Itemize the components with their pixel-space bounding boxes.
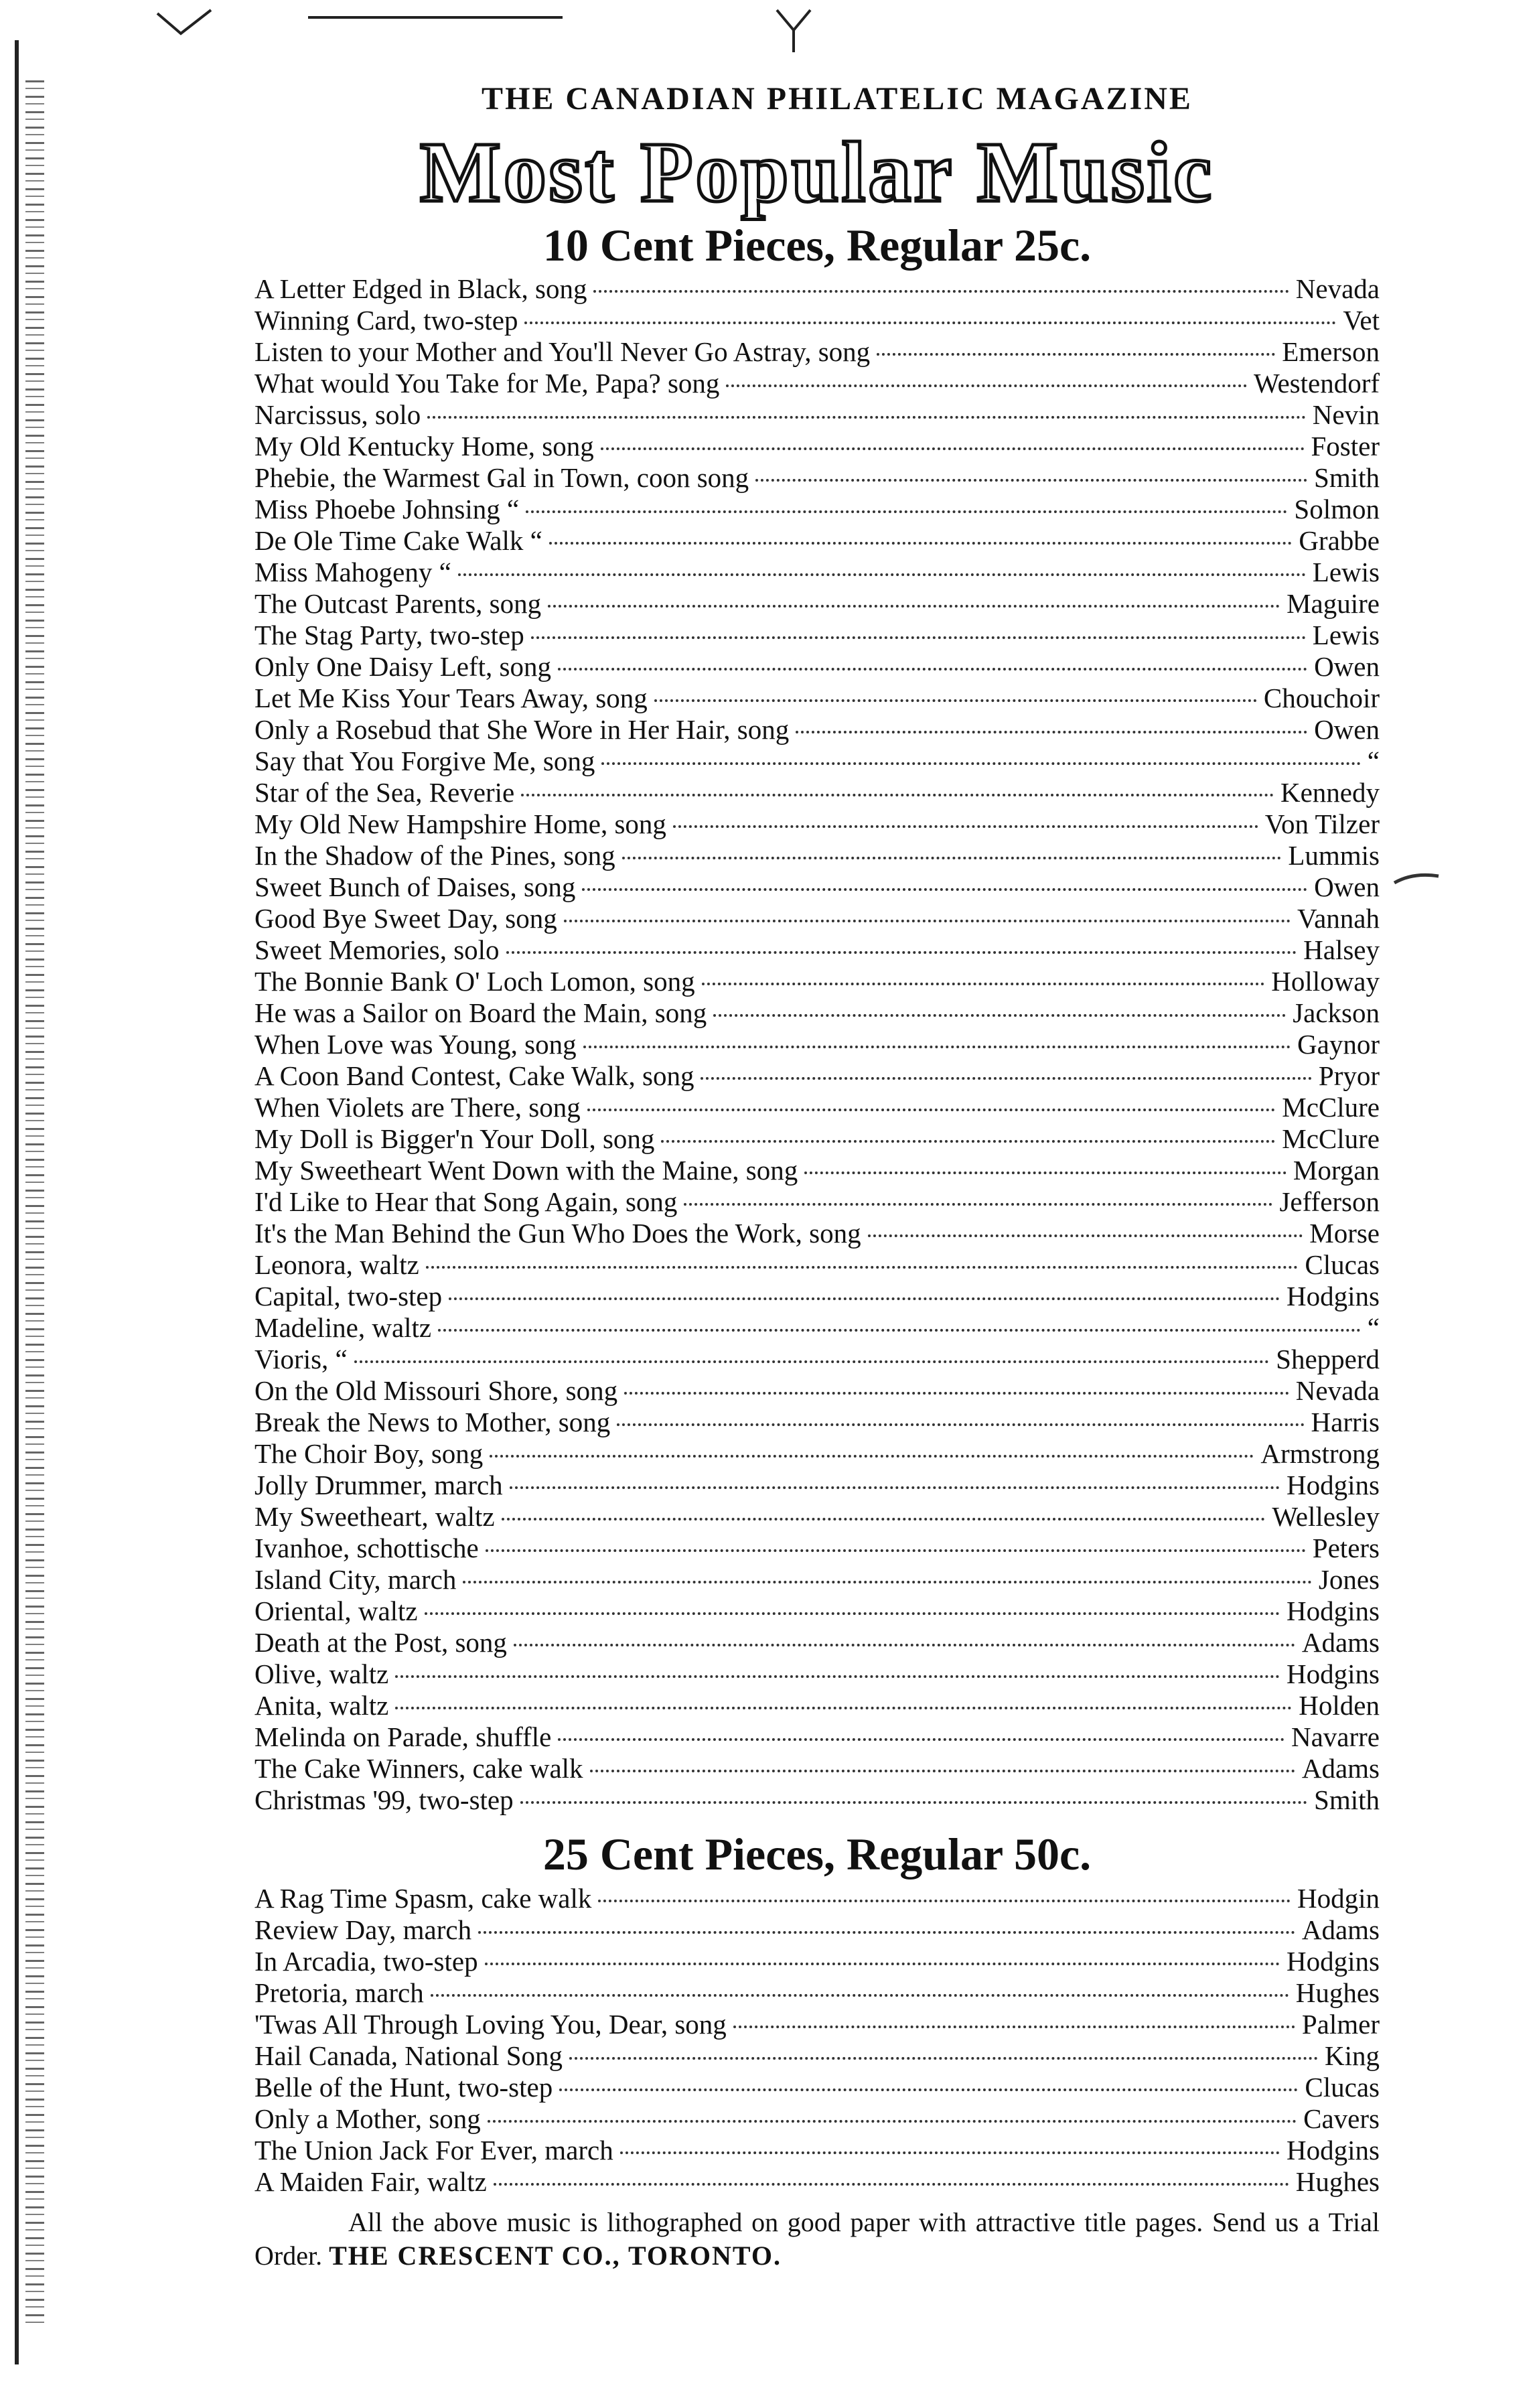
song-title: The Bonnie Bank O' Loch Lomon, song — [254, 966, 695, 997]
list-item — [254, 368, 1380, 399]
list-item — [254, 683, 1380, 714]
song-title: Star of the Sea, Reverie — [254, 777, 515, 808]
list-item — [254, 1784, 1380, 1816]
border-rule — [15, 40, 19, 2364]
composer-name: Clucas — [1305, 2071, 1380, 2103]
composer-name: Adams — [1301, 1627, 1380, 1658]
composer-name: Foster — [1311, 431, 1380, 462]
composer-name: Holden — [1299, 1690, 1380, 1721]
dot-leader — [425, 1612, 1280, 1615]
song-title: On the Old Missouri Shore, song — [254, 1375, 618, 1407]
song-title: In the Shadow of the Pines, song — [254, 840, 615, 871]
composer-name: Von Tilzer — [1264, 808, 1380, 840]
list-item — [254, 305, 1380, 336]
song-title: The Cake Winners, cake walk — [254, 1753, 583, 1784]
dot-leader — [520, 1801, 1307, 1804]
song-title: Vioris, “ — [254, 1344, 348, 1375]
song-title: Island City, march — [254, 1564, 457, 1596]
composer-name: Chouchoir — [1263, 683, 1380, 714]
list-item — [254, 1721, 1380, 1753]
composer-name: Westendorf — [1254, 368, 1380, 399]
top-left-mark — [154, 7, 214, 40]
dot-leader — [486, 1549, 1306, 1552]
composer-name: Hodgins — [1287, 1470, 1380, 1501]
song-title: The Choir Boy, song — [254, 1438, 484, 1470]
composer-name: Navarre — [1291, 1721, 1380, 1753]
song-title: It's the Man Behind the Gun Who Does the Work, song — [254, 1218, 861, 1249]
top-marks — [154, 7, 958, 60]
list-item — [254, 1753, 1380, 1784]
song-title: Jolly Drummer, march — [254, 1470, 503, 1501]
composer-name: Vet — [1343, 305, 1380, 336]
left-page-border — [0, 0, 64, 2408]
composer-name: Adams — [1301, 1914, 1380, 1945]
composer-name: Owen — [1314, 714, 1380, 746]
list-item — [254, 2135, 1380, 2166]
composer-name: Hughes — [1295, 2166, 1380, 2197]
list-item — [254, 934, 1380, 966]
composer-name: Hodgins — [1287, 1281, 1380, 1312]
dot-leader — [593, 290, 1289, 293]
dot-leader — [490, 1455, 1254, 1458]
dot-leader — [488, 2120, 1297, 2123]
dot-leader — [673, 825, 1258, 828]
dot-leader — [622, 857, 1282, 859]
dot-leader — [463, 1581, 1312, 1583]
composer-name: Owen — [1314, 651, 1380, 683]
dot-leader — [426, 1266, 1299, 1269]
composer-name: Hodgins — [1287, 1945, 1380, 1977]
music-list-25-cent — [254, 1883, 1380, 2198]
dot-leader — [684, 1203, 1272, 1206]
composer-name: Nevada — [1295, 273, 1380, 305]
composer-name: Wellesley — [1272, 1501, 1380, 1533]
composer-name: Adams — [1301, 1753, 1380, 1784]
dot-leader — [733, 2026, 1295, 2028]
list-item — [254, 620, 1380, 651]
song-title: A Maiden Fair, waltz — [254, 2166, 487, 2197]
composer-name: Jackson — [1293, 997, 1380, 1029]
dot-leader — [458, 573, 1306, 576]
song-title: Only One Daisy Left, song — [254, 651, 551, 683]
song-title: De Ole Time Cake Walk “ — [254, 525, 542, 557]
dot-leader — [485, 1963, 1280, 1965]
song-title: Review Day, march — [254, 1914, 472, 1945]
composer-name: Hodgin — [1297, 1882, 1380, 1914]
composer-name: Smith — [1314, 462, 1380, 494]
song-title: The Stag Party, two-step — [254, 620, 524, 651]
song-title: Phebie, the Warmest Gal in Town, coon song — [254, 462, 749, 494]
border-speckle — [25, 80, 44, 2324]
song-title: Death at the Post, song — [254, 1627, 507, 1658]
list-item — [254, 1438, 1380, 1470]
list-item — [254, 746, 1380, 777]
section-heading-25-cent: 25 Cent Pieces, Regular 50c. — [542, 1829, 1092, 1880]
song-title: Narcissus, solo — [254, 399, 421, 431]
dot-leader — [702, 983, 1265, 985]
dot-leader — [354, 1360, 1269, 1363]
song-title: My Old New Hampshire Home, song — [254, 808, 666, 840]
song-title: Pretoria, march — [254, 1977, 424, 2008]
main-title: Most Popular Music — [419, 125, 1215, 220]
top-right-mark — [770, 7, 817, 54]
list-item — [254, 871, 1380, 903]
composer-name: “ — [1367, 746, 1380, 777]
list-item — [254, 1564, 1380, 1596]
song-title: Belle of the Hunt, two-step — [254, 2071, 553, 2103]
list-item — [254, 462, 1380, 494]
song-title: Anita, waltz — [254, 1690, 389, 1721]
song-title: Only a Rosebud that She Wore in Her Hair, song — [254, 714, 790, 746]
composer-name: Vannah — [1297, 903, 1380, 934]
list-item — [254, 840, 1380, 871]
composer-name: Kennedy — [1280, 777, 1380, 808]
footer-note — [254, 2206, 1380, 2273]
song-title: My Doll is Bigger'n Your Doll, song — [254, 1123, 655, 1155]
composer-name: Nevin — [1312, 399, 1380, 431]
dot-leader — [713, 1014, 1286, 1017]
list-item — [254, 494, 1380, 525]
list-item — [254, 651, 1380, 683]
dot-leader — [478, 1931, 1295, 1934]
dot-leader — [601, 447, 1305, 450]
list-item — [254, 1533, 1380, 1564]
dot-leader — [549, 542, 1293, 545]
composer-name: Peters — [1312, 1533, 1380, 1564]
top-rule — [308, 16, 563, 23]
composer-name: Owen — [1314, 871, 1380, 903]
list-item — [254, 777, 1380, 808]
dot-leader — [598, 1900, 1291, 1902]
music-list-10-cent — [254, 273, 1380, 1816]
dot-leader — [548, 605, 1280, 608]
list-item — [254, 997, 1380, 1029]
composer-name: Harris — [1311, 1407, 1380, 1438]
dot-leader — [868, 1234, 1303, 1237]
list-item — [254, 1249, 1380, 1281]
composer-name: Hodgins — [1287, 1658, 1380, 1690]
song-title: Capital, two-step — [254, 1281, 443, 1312]
song-title: Hail Canada, National Song — [254, 2040, 563, 2071]
list-item — [254, 1186, 1380, 1218]
list-item — [254, 399, 1380, 431]
song-title: When Violets are There, song — [254, 1092, 581, 1123]
list-item — [254, 1690, 1380, 1721]
list-item — [254, 1914, 1380, 1946]
song-title: A Coon Band Contest, Cake Walk, song — [254, 1060, 694, 1092]
dot-leader — [524, 322, 1336, 324]
dot-leader — [395, 1707, 1292, 1709]
dot-leader — [624, 1392, 1289, 1395]
dot-leader — [558, 1738, 1285, 1741]
composer-name: “ — [1367, 1312, 1380, 1344]
song-title: Madeline, waltz — [254, 1312, 432, 1344]
composer-name: Holloway — [1271, 966, 1380, 997]
song-title: Christmas '99, two-step — [254, 1784, 514, 1816]
song-title: Let Me Kiss Your Tears Away, song — [254, 683, 648, 714]
composer-name: Hodgins — [1287, 2134, 1380, 2166]
composer-name: Halsey — [1303, 934, 1380, 966]
song-title: Sweet Memories, solo — [254, 934, 500, 966]
composer-name: Palmer — [1301, 2008, 1380, 2040]
composer-name: Jefferson — [1279, 1186, 1380, 1218]
magazine-title: THE CANADIAN PHILATELIC MAGAZINE — [482, 81, 1193, 117]
footer-text: All the above music is lithographed on good paper with attractive title pages. Send us a Trial Order. — [254, 2206, 1380, 2271]
song-title: The Union Jack For Ever, march — [254, 2134, 613, 2166]
list-item — [254, 903, 1380, 934]
list-item — [254, 2009, 1380, 2040]
list-item — [254, 1155, 1380, 1186]
list-item — [254, 588, 1380, 620]
song-title: A Letter Edged in Black, song — [254, 273, 587, 305]
advertisement-page — [254, 80, 1380, 2273]
list-item — [254, 1123, 1380, 1155]
dot-leader — [521, 794, 1274, 796]
list-item — [254, 1029, 1380, 1060]
list-item — [254, 1883, 1380, 1914]
list-item — [254, 1060, 1380, 1092]
company-name: THE CRESCENT CO., TORONTO. — [329, 2240, 782, 2271]
composer-name: Emerson — [1282, 336, 1380, 368]
dot-leader — [755, 479, 1307, 482]
composer-name: Nevada — [1295, 1375, 1380, 1407]
composer-name: Clucas — [1305, 1249, 1380, 1281]
composer-name: Armstrong — [1260, 1438, 1380, 1470]
list-item — [254, 273, 1380, 305]
dot-leader — [494, 2183, 1289, 2186]
composer-name: King — [1325, 2040, 1380, 2071]
dot-leader — [601, 762, 1360, 765]
list-item — [254, 1596, 1380, 1627]
list-item — [254, 1281, 1380, 1312]
dot-leader — [661, 1140, 1275, 1143]
list-item — [254, 525, 1380, 557]
song-title: My Sweetheart, waltz — [254, 1501, 495, 1533]
list-item — [254, 1092, 1380, 1123]
dot-leader — [620, 2151, 1280, 2154]
list-item — [254, 2103, 1380, 2135]
composer-name: McClure — [1282, 1123, 1380, 1155]
song-title: Miss Mahogeny “ — [254, 557, 451, 588]
list-item — [254, 1977, 1380, 2009]
stray-mark — [1393, 871, 1440, 887]
dot-leader — [438, 1329, 1361, 1332]
dot-leader — [590, 1770, 1295, 1772]
dot-leader — [877, 353, 1275, 356]
dot-leader — [796, 731, 1307, 733]
dot-leader — [559, 2088, 1298, 2091]
song-title: Winning Card, two-step — [254, 305, 518, 336]
dot-leader — [582, 888, 1307, 891]
dot-leader — [395, 1675, 1280, 1678]
composer-name: Grabbe — [1299, 525, 1380, 557]
song-title: Only a Mother, song — [254, 2103, 481, 2134]
list-item — [254, 557, 1380, 588]
dot-leader — [654, 699, 1257, 702]
list-item — [254, 2166, 1380, 2198]
list-item — [254, 1312, 1380, 1344]
song-title: Miss Phoebe Johnsing “ — [254, 494, 520, 525]
dot-leader — [587, 1109, 1276, 1111]
composer-name: Cavers — [1303, 2103, 1380, 2134]
dot-leader — [804, 1172, 1287, 1174]
list-item — [254, 1658, 1380, 1690]
list-item — [254, 808, 1380, 840]
list-item — [254, 1344, 1380, 1375]
song-title: Sweet Bunch of Daises, song — [254, 871, 576, 903]
song-title: A Rag Time Spasm, cake walk — [254, 1882, 592, 1914]
song-title: Break the News to Mother, song — [254, 1407, 611, 1438]
dot-leader — [427, 416, 1306, 419]
song-title: What would You Take for Me, Papa? song — [254, 368, 720, 399]
composer-name: McClure — [1282, 1092, 1380, 1123]
song-title: The Outcast Parents, song — [254, 588, 542, 620]
dot-leader — [514, 1644, 1295, 1646]
composer-name: Solmon — [1294, 494, 1380, 525]
list-item — [254, 2072, 1380, 2103]
composer-name: Hodgins — [1287, 1596, 1380, 1627]
dot-leader — [583, 1046, 1291, 1048]
dot-leader — [569, 2057, 1318, 2060]
song-title: Leonora, waltz — [254, 1249, 419, 1281]
song-title: Oriental, waltz — [254, 1596, 418, 1627]
list-item — [254, 1470, 1380, 1501]
list-item — [254, 2040, 1380, 2072]
song-title: Olive, waltz — [254, 1658, 389, 1690]
song-title: 'Twas All Through Loving You, Dear, song — [254, 2008, 727, 2040]
list-item — [254, 1218, 1380, 1249]
composer-name: Smith — [1314, 1784, 1380, 1816]
song-title: Melinda on Parade, shuffle — [254, 1721, 552, 1753]
song-title: My Sweetheart Went Down with the Maine, song — [254, 1155, 798, 1186]
song-title: In Arcadia, two-step — [254, 1945, 478, 1977]
song-title: My Old Kentucky Home, song — [254, 431, 594, 462]
song-title: Good Bye Sweet Day, song — [254, 903, 557, 934]
dot-leader — [726, 384, 1247, 387]
dot-leader — [506, 951, 1297, 954]
list-item — [254, 1501, 1380, 1533]
list-item — [254, 1407, 1380, 1438]
list-item — [254, 714, 1380, 746]
dot-leader — [617, 1423, 1304, 1426]
dot-leader — [531, 636, 1306, 639]
list-item — [254, 336, 1380, 368]
list-item — [254, 1627, 1380, 1658]
composer-name: Morse — [1309, 1218, 1380, 1249]
list-item — [254, 966, 1380, 997]
song-title: When Love was Young, song — [254, 1029, 577, 1060]
dot-leader — [526, 510, 1287, 513]
list-item — [254, 1375, 1380, 1407]
composer-name: Shepperd — [1276, 1344, 1380, 1375]
dot-leader — [701, 1077, 1311, 1080]
dot-leader — [510, 1486, 1280, 1489]
composer-name: Lummis — [1288, 840, 1380, 871]
song-title: He was a Sailor on Board the Main, song — [254, 997, 707, 1029]
song-title: I'd Like to Hear that Song Again, song — [254, 1186, 678, 1218]
dot-leader — [558, 668, 1307, 670]
dot-leader — [431, 1994, 1289, 1997]
list-item — [254, 431, 1380, 462]
song-title: Say that You Forgive Me, song — [254, 746, 595, 777]
composer-name: Gaynor — [1297, 1029, 1380, 1060]
composer-name: Lewis — [1312, 620, 1380, 651]
composer-name: Pryor — [1318, 1060, 1380, 1092]
dot-leader — [502, 1518, 1266, 1520]
composer-name: Lewis — [1312, 557, 1380, 588]
composer-name: Jones — [1318, 1564, 1380, 1596]
section-heading-10-cent: 10 Cent Pieces, Regular 25c. — [542, 220, 1092, 271]
composer-name: Morgan — [1293, 1155, 1380, 1186]
song-title: Ivanhoe, schottische — [254, 1533, 479, 1564]
dot-leader — [449, 1297, 1280, 1300]
composer-name: Maguire — [1287, 588, 1380, 620]
song-title: Listen to your Mother and You'll Never Go Astray, song — [254, 336, 871, 368]
list-item — [254, 1946, 1380, 1977]
dot-leader — [564, 920, 1291, 922]
composer-name: Hughes — [1295, 1977, 1380, 2008]
